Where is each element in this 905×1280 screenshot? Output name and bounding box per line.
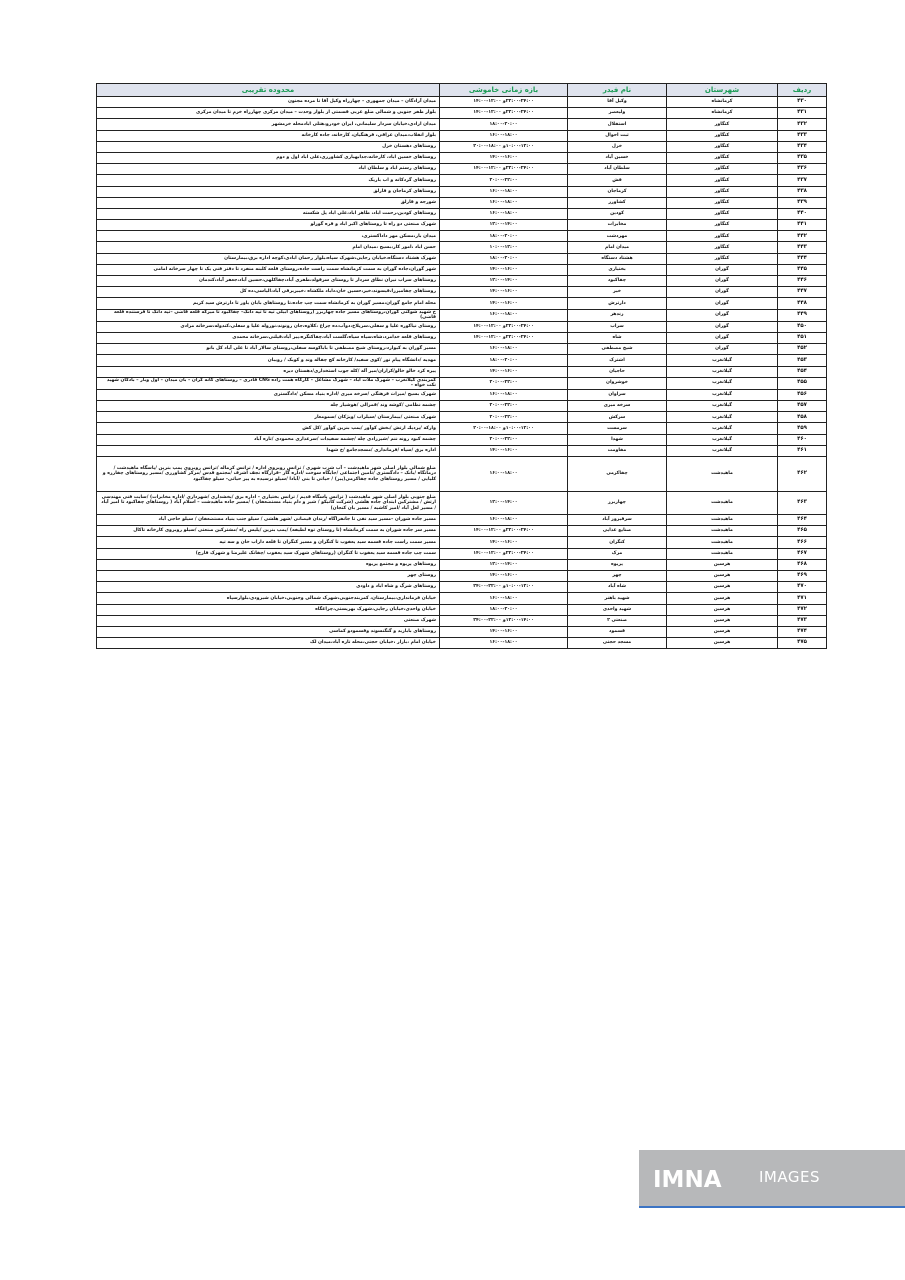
area-cell: خ شهید شوکتی گوران،روستاهای مسیر جاده چهاربرز (روستاهای ابیلی تپه تا تپه دانگ– چقاکبود تا میرکه قلعه قاضی –تپه دانگ تا فرستنده قلعه قاضی) — [97, 309, 440, 321]
feeder-cell: مقاومت — [568, 445, 667, 456]
row-number-cell: ۴۶۶ — [778, 537, 827, 548]
table-row — [97, 197, 827, 208]
time-window-cell: ۱۴:۰۰-۱۶:۰۰ — [440, 152, 568, 163]
feeder-cell: سرکش — [568, 412, 667, 423]
city-cell: ماهیدشت — [667, 492, 778, 515]
time-window-cell: ۱۰:۰۰-۱۲:۰۰ — [440, 242, 568, 253]
feeder-cell: ثبت احوال — [568, 130, 667, 141]
row-number-cell: ۴۷۳ — [778, 615, 827, 626]
feeder-cell: خسین آباد — [568, 152, 667, 163]
row-number-cell: ۴۷۰ — [778, 582, 827, 593]
area-cell: روستای نیاکوره علیا و سفلی،سرپلاخ،دوآب،ده چراغ ،کلاوه،جان رونوند،نوروله علیا و سفلی،کندوله،سرخانه مرادی — [97, 321, 440, 332]
row-number-cell: ۴۶۰ — [778, 434, 827, 445]
table-row — [97, 548, 827, 559]
city-cell: گیلانغرب — [667, 366, 778, 377]
row-number-cell: ۴۳۰ — [778, 97, 827, 108]
city-cell: گوران — [667, 321, 778, 332]
table-row — [97, 253, 827, 264]
table-row — [97, 445, 827, 456]
feeder-cell: حاجیان — [568, 366, 667, 377]
row-number-cell: ۴۶۱ — [778, 445, 827, 456]
city-cell: گیلانغرب — [667, 377, 778, 389]
table-row — [97, 108, 827, 119]
feeder-cell: هشتاد دستگاه — [568, 253, 667, 264]
city-cell: کنگاور — [667, 130, 778, 141]
row-number-cell: ۴۷۲ — [778, 604, 827, 615]
row-number-cell: ۴۵۵ — [778, 377, 827, 389]
area-cell: شهرک هشتاد دستگاه،خیابان رجایی،شهرک سپاه،بلوار رحمان ابادی،کوچه اداره برق،بیمارستان — [97, 253, 440, 264]
area-cell: ضلع شمالی بلوار اصلی شهر ماهیدشت – آب شرب شهری / ترانس روبروی اداره / ترانس کرماله /ترانس روبروی پمپ بنزین /پاسگاه ماهیدشت / درمانگاه /بانک – دادگستری /تامین اجتماعی /جایگاه سوخت /اداره گاز –قرارگاه نجف اشرف /مجتمع قدس /مرکز کشاورزی /مسیر روستاهای چقارزه و کلیایی / مسیر روستاهای جاده چقاکرمی(پیر) / حیاتی تا بنی /آبادا /سیلو نرسیده به پیر حیاتی– سیلو چقاکبود — [97, 457, 440, 492]
time-window-cell: ۱۰:۰۰-۱۲:۰۰و ۱۸:۰۰-۲۰:۰۰ — [440, 141, 568, 152]
city-cell: کنگاور — [667, 186, 778, 197]
city-cell: هرسین — [667, 615, 778, 626]
city-cell: گیلانغرب — [667, 412, 778, 423]
city-cell: گوران — [667, 298, 778, 309]
feeder-cell: قسمود — [568, 626, 667, 637]
imna-images-watermark — [639, 1150, 905, 1208]
feeder-cell: سراب — [568, 321, 667, 332]
time-window-cell: ۱۶:۰۰-۱۸:۰۰ — [440, 593, 568, 604]
time-window-cell: ۱۴:۰۰-۱۶:۰۰ — [440, 445, 568, 456]
feeder-cell: خیر — [568, 287, 667, 298]
time-window-cell: ۱۶:۰۰-۱۸:۰۰ — [440, 208, 568, 219]
row-number-cell: ۴۴۷ — [778, 287, 827, 298]
row-number-cell: ۴۶۴ — [778, 515, 827, 526]
time-window-cell: ۱۲:۰۰-۱۴:۰۰ — [440, 492, 568, 515]
table-row — [97, 355, 827, 366]
table-row — [97, 287, 827, 298]
header-area: محدوده تقریبی — [97, 84, 440, 97]
feeder-cell: چهاربرز — [568, 492, 667, 515]
feeder-cell: سرخه میری — [568, 401, 667, 412]
area-cell: شهر گوران،جاده گوران به سمت کرمانشاه سمت راست جاده،روستای قلعه کلبنه منفرد تا دفتر فنی یک تا چهار سرخانه امامی — [97, 264, 440, 275]
feeder-cell: مهردشت — [568, 231, 667, 242]
feeder-cell: شهید باهنر — [568, 593, 667, 604]
area-cell: سمت چپ جاده قسمه سید یعقوب تا کنگران (روستاهای شهرک سید یعقوب /چقانک علیرضا و شهرک فارج) — [97, 548, 440, 559]
time-window-cell: ۲۰:۰۰-۲۲:۰۰ — [440, 175, 568, 186]
area-cell: مسیر گوران به کیوارد،روستای شیخ مصطفی تا باباکوسه سفلی،روستای سالار آباد تا علی آباد کل بانو — [97, 344, 440, 355]
area-cell: میدان بار،مسکن مهر داداکستری، — [97, 231, 440, 242]
city-cell: کنگاور — [667, 197, 778, 208]
feeder-cell: چقاکرمی — [568, 457, 667, 492]
table-row — [97, 152, 827, 163]
row-number-cell: ۴۴۳ — [778, 242, 827, 253]
row-number-cell: ۴۳۳ — [778, 130, 827, 141]
area-cell: مسیر سر جاده شوران به سمت کرمانشاه (تا روستای توه لطیفه) /پمپ بنزین /پلیس راه /مشترکین صنعتی /سیلو روبروی کارخانه تاکال — [97, 526, 440, 537]
time-window-cell: ۱۴:۰۰-۱۶:۰۰ — [440, 366, 568, 377]
table-row — [97, 164, 827, 175]
time-window-cell: ۱۲:۰۰-۱۴:۰۰و ۲۲:۰۰-۲۴:۰۰ — [440, 615, 568, 626]
feeder-cell: زندهر — [568, 309, 667, 321]
time-window-cell: ۱۰:۰۰-۱۲:۰۰و ۲۲:۰۰-۲۴:۰۰ — [440, 582, 568, 593]
area-cell: روستاهای بابازید و گنگنسوند وقسمودو کماسی — [97, 626, 440, 637]
row-number-cell: ۴۵۶ — [778, 389, 827, 400]
city-cell: گیلانغرب — [667, 401, 778, 412]
area-cell: اداره برق /سپاه /فرمانداری /مسجدجامع /خ شهدا — [97, 445, 440, 456]
feeder-cell: مسجد حجتی — [568, 638, 667, 649]
city-cell: گوران — [667, 344, 778, 355]
city-cell: هرسین — [667, 582, 778, 593]
feeder-cell: بختیاری — [568, 264, 667, 275]
row-number-cell: ۴۴۴ — [778, 253, 827, 264]
city-cell: هرسین — [667, 593, 778, 604]
area-cell: شهرک صنعتی دو راه تا روستاهای اکبر اباد و قره گوزلو — [97, 220, 440, 231]
city-cell: هرسین — [667, 559, 778, 570]
city-cell: کنگاور — [667, 152, 778, 163]
time-window-cell: ۱۸:۰۰-۲۰:۰۰ — [440, 119, 568, 130]
feeder-cell: استقلال — [568, 119, 667, 130]
area-cell: بلوار انقلاب،میدان عراقی، فرهنگیان، کارخانه، جاده کارخانه — [97, 130, 440, 141]
time-window-cell: ۱۴:۰۰-۱۶:۰۰ — [440, 570, 568, 581]
feeder-cell: سراوان — [568, 389, 667, 400]
row-number-cell: ۴۵۴ — [778, 366, 827, 377]
feeder-cell: اشترک — [568, 355, 667, 366]
feeder-cell: شاه — [568, 332, 667, 343]
area-cell: بلوار ظفر جنوبی و شمالی ضلع غربی قسمتی از بلوار وحدت – میدان مرکزی چهارراه خرم تا میدان مرکزی — [97, 108, 440, 119]
time-window-cell: ۱۶:۰۰-۱۸:۰۰ — [440, 638, 568, 649]
time-window-cell: ۱۶:۰۰-۱۸:۰۰ — [440, 130, 568, 141]
time-window-cell: ۱۲:۰۰-۱۴:۰۰ — [440, 220, 568, 231]
feeder-cell: کنگران — [568, 537, 667, 548]
table-row — [97, 309, 827, 321]
table-row — [97, 130, 827, 141]
time-window-cell: ۱۸:۰۰-۲۰:۰۰ — [440, 231, 568, 242]
feeder-cell: دارترش — [568, 298, 667, 309]
feeder-cell: شهدا — [568, 434, 667, 445]
row-number-cell: ۴۳۱ — [778, 108, 827, 119]
time-window-cell: ۱۸:۰۰-۲۰:۰۰ — [440, 355, 568, 366]
area-cell: روستاهای کودین،رحمت اباد، طاهر اباد،علی اباد پل شکسته — [97, 208, 440, 219]
city-cell: کنگاور — [667, 175, 778, 186]
table-header-row — [97, 84, 827, 97]
area-cell: روستاهای قلعه خدامرد،شاه،سیاه سیاه،گلست آباد،چقاکنگره،پیر آباد،قیلنی،سرخانه محمدی — [97, 332, 440, 343]
table-row — [97, 389, 827, 400]
table-row — [97, 515, 827, 526]
city-cell: ماهیدشت — [667, 548, 778, 559]
table-row — [97, 97, 827, 108]
table-row — [97, 276, 827, 287]
row-number-cell: ۴۳۷ — [778, 175, 827, 186]
table-row — [97, 423, 827, 434]
time-window-cell: ۱۶:۰۰-۱۸:۰۰ — [440, 186, 568, 197]
city-cell: گوران — [667, 287, 778, 298]
table-row — [97, 344, 827, 355]
city-cell: گیلانغرب — [667, 355, 778, 366]
feeder-cell: سرمست — [568, 423, 667, 434]
area-cell: کمربندی گیلانغرب – شهرک ملات آباد – شهرک مشاغل – کارگاه همت زاده CNG قادری – روستاهای کانه کران – بان میدان – اول وبار – بادگان شهید نکت خواه – — [97, 377, 440, 389]
row-number-cell: ۴۴۸ — [778, 298, 827, 309]
area-cell: روستاهای پریوه و مجتمع پریوه — [97, 559, 440, 570]
area-cell: روستای چهر — [97, 570, 440, 581]
time-window-cell: ۱۸:۰۰-۲۰:۰۰ — [440, 253, 568, 264]
time-window-cell: ۱۶:۰۰-۱۸:۰۰ — [440, 309, 568, 321]
feeder-cell: خزل — [568, 141, 667, 152]
city-cell: کنگاور — [667, 164, 778, 175]
time-window-cell: ۲۲:۰۰-۲۴:۰۰و ۱۲:۰۰-۱۴:۰۰ — [440, 332, 568, 343]
city-cell: هرسین — [667, 638, 778, 649]
table-body — [97, 97, 827, 649]
row-number-cell: ۴۵۹ — [778, 423, 827, 434]
header-time: بازه زمانی خاموشی — [440, 84, 568, 97]
feeder-cell: خوشروان — [568, 377, 667, 389]
table-row — [97, 141, 827, 152]
area-cell: مسیر سمت راست جاده قسمه سید یعقوب تا کنگران و مسیر کنگران تا قلعه داراب خان و سه تپه — [97, 537, 440, 548]
row-number-cell: ۴۳۵ — [778, 152, 827, 163]
header-city: شهرستان — [667, 84, 778, 97]
table-row — [97, 626, 827, 637]
row-number-cell: ۴۴۶ — [778, 276, 827, 287]
feeder-cell: وکیل آقا — [568, 97, 667, 108]
feeder-cell: ولیعصر — [568, 108, 667, 119]
city-cell: کنگاور — [667, 220, 778, 231]
feeder-cell: فش — [568, 175, 667, 186]
city-cell: گوران — [667, 276, 778, 287]
table-row — [97, 434, 827, 445]
table-row — [97, 638, 827, 649]
city-cell: کنگاور — [667, 242, 778, 253]
city-cell: کنگاور — [667, 231, 778, 242]
row-number-cell: ۴۷۴ — [778, 626, 827, 637]
row-number-cell: ۴۳۹ — [778, 197, 827, 208]
area-cell: محله امام جامع گوران،مسیر گوران به کرمانشاه سمت چپ جاده،تا روستاهای بابان یاور تا دارترش سید کریم — [97, 298, 440, 309]
outage-table — [96, 83, 827, 649]
table-row — [97, 119, 827, 130]
table-row — [97, 615, 827, 626]
images-label: IMAGES — [759, 1168, 820, 1186]
time-window-cell: ۲۲:۰۰-۲۴:۰۰و ۱۲:۰۰-۱۴:۰۰ — [440, 526, 568, 537]
time-window-cell: ۱۴:۰۰-۱۶:۰۰ — [440, 626, 568, 637]
table-row — [97, 321, 827, 332]
table-row — [97, 559, 827, 570]
table-row — [97, 526, 827, 537]
feeder-cell: چهر — [568, 570, 667, 581]
city-cell: هرسین — [667, 570, 778, 581]
row-number-cell: ۴۵۳ — [778, 355, 827, 366]
area-cell: شهرک صنعتی — [97, 615, 440, 626]
row-number-cell: ۴۶۹ — [778, 570, 827, 581]
feeder-cell: کشاورز — [568, 197, 667, 208]
city-cell: گیلانغرب — [667, 389, 778, 400]
city-cell: گوران — [667, 332, 778, 343]
area-cell: شهرک بسیج /میراث فرهنگی /سرخه میری /اداره بنیاد مسکن /دادگستری — [97, 389, 440, 400]
area-cell: روستاهای گردکانه و اب باریک — [97, 175, 440, 186]
time-window-cell: ۱۶:۰۰-۱۸:۰۰ — [440, 197, 568, 208]
area-cell: میدان ازادی،خیابان سردار سلیمانی، ایران خودرو،هتلی ابادمحله خرمشهر — [97, 119, 440, 130]
table-row — [97, 242, 827, 253]
table-row — [97, 582, 827, 593]
feeder-cell: مخابرات — [568, 220, 667, 231]
table-row — [97, 332, 827, 343]
time-window-cell: ۲۲:۰۰-۲۴:۰۰و ۱۲:۰۰-۱۴:۰۰ — [440, 164, 568, 175]
area-cell: پیره کرد خالو خالو/کرازان/میر آله /کله جوب استخداری/دهستان دیره — [97, 366, 440, 377]
row-number-cell: ۴۶۵ — [778, 526, 827, 537]
table-row — [97, 492, 827, 515]
city-cell: ماهیدشت — [667, 457, 778, 492]
row-number-cell: ۴۵۱ — [778, 332, 827, 343]
outage-schedule-sheet — [96, 83, 826, 649]
city-cell: گیلانغرب — [667, 445, 778, 456]
table-row — [97, 401, 827, 412]
time-window-cell: ۱۶:۰۰-۱۸:۰۰ — [440, 344, 568, 355]
time-window-cell: ۱۶:۰۰-۱۸:۰۰ — [440, 389, 568, 400]
area-cell: میدان آزادگان – میدان جمهوری – چهارراه وکیل آقا تا مرده مجنون — [97, 97, 440, 108]
city-cell: ماهیدشت — [667, 526, 778, 537]
area-cell: روستاهای شرگ و شاه اباد و داودی — [97, 582, 440, 593]
time-window-cell: ۱۸:۰۰-۲۰:۰۰ — [440, 604, 568, 615]
city-cell: هرسین — [667, 604, 778, 615]
city-cell: گوران — [667, 309, 778, 321]
city-cell: کنگاور — [667, 208, 778, 219]
time-window-cell: ۱۶:۰۰-۱۸:۰۰ — [440, 515, 568, 526]
feeder-cell: سرفیروز آباد — [568, 515, 667, 526]
header-row-number: ردیف — [778, 84, 827, 97]
table-row — [97, 593, 827, 604]
city-cell: ماهیدشت — [667, 537, 778, 548]
feeder-cell: شهید واحدی — [568, 604, 667, 615]
row-number-cell: ۴۴۱ — [778, 220, 827, 231]
time-window-cell: ۲۰:۰۰-۲۲:۰۰ — [440, 412, 568, 423]
area-cell: روستاهای خسین اباد، کارخانه،جدابهیاری کشاورزی،علی اباد اول و دوم — [97, 152, 440, 163]
area-cell: مهدیه /دانشگاه پیام نور /کوی سفید/ کارخانه کچ چقاله وند و کوبک / رویبان — [97, 355, 440, 366]
imna-logo — [653, 1166, 753, 1190]
area-cell: چشمه کبود رونه ننم /شیرزادی چله /چشمه سفیدات /سرعذاری محمودی /تازه آباد — [97, 434, 440, 445]
city-cell: گیلانغرب — [667, 434, 778, 445]
city-cell: کنگاور — [667, 119, 778, 130]
feeder-cell: میدان امام — [568, 242, 667, 253]
table-row — [97, 220, 827, 231]
feeder-cell: صنایع غذایی — [568, 526, 667, 537]
time-window-cell: ۱۴:۰۰-۱۶:۰۰ — [440, 298, 568, 309]
area-cell: خیابان فرمانداری،بیمارستان، کمربندجنوبی،شهرک شمالی وجنوبی،خیابان شیرودی،بلوارسپاه — [97, 593, 440, 604]
table-row — [97, 264, 827, 275]
time-window-cell: ۲۰:۰۰-۲۲:۰۰ — [440, 377, 568, 389]
table-row — [97, 186, 827, 197]
row-number-cell: ۴۶۸ — [778, 559, 827, 570]
table-row — [97, 537, 827, 548]
city-cell: گیلانغرب — [667, 423, 778, 434]
time-window-cell: ۱۲:۰۰-۱۴:۰۰ — [440, 276, 568, 287]
row-number-cell: ۴۳۸ — [778, 186, 827, 197]
time-window-cell: ۲۰:۰۰-۲۲:۰۰ — [440, 434, 568, 445]
time-window-cell: ۲۲:۰۰-۲۴:۰۰و ۱۲:۰۰-۱۴:۰۰ — [440, 108, 568, 119]
area-cell: خیابان واحدی،خیابان رجایی،شهرک بهزیستی،چراغگاه — [97, 604, 440, 615]
area-cell: شورجه و قارلق — [97, 197, 440, 208]
table-row — [97, 298, 827, 309]
row-number-cell: ۴۳۶ — [778, 164, 827, 175]
feeder-cell: شاه آباد — [568, 582, 667, 593]
row-number-cell: ۴۴۲ — [778, 231, 827, 242]
table-row — [97, 175, 827, 186]
city-cell: هرسین — [667, 626, 778, 637]
area-cell: روستاهای کرماجان و قارلق — [97, 186, 440, 197]
table-row — [97, 231, 827, 242]
area-cell: روستاهای سراب نیران نطاق سردار تا روستای سرفولد،طفری آباد،چقاکلهی،حسین آباد،جعفر آباد،کندمان — [97, 276, 440, 287]
area-cell: ضلع جنوبی بلوار اصلی شهر ماهیدشت ( ترانس پاسگاه قدیم / ترانس بختیاری – اداره برق /بخشداری /شهرداری /اداره مخابرات) /سایت فنی مهندسی ارتش / مشترکین ابتدای جاده هلشی (شرکت کانیکو / شیر و دام بنیاد مستضعفان ) /مسیر جاده ماهیدشت – اسلام آباد ( روستاهای چقاکبود تا امیر آباد / مسیر لعل آباد /امیر کاشیه / مسیر بان کنجان) — [97, 492, 440, 515]
area-cell: چشمه نظامی /کوشه وند /قمرالی /هوشیار چله — [97, 401, 440, 412]
row-number-cell: ۴۵۰ — [778, 321, 827, 332]
time-window-cell: ۱۴:۰۰-۱۶:۰۰ — [440, 264, 568, 275]
time-window-cell: ۱۴:۰۰-۱۶:۰۰ — [440, 287, 568, 298]
time-window-cell: ۱۲:۰۰-۱۴:۰۰ — [440, 559, 568, 570]
table-row — [97, 412, 827, 423]
time-window-cell: ۲۰:۰۰-۲۲:۰۰ — [440, 401, 568, 412]
row-number-cell: ۴۴۵ — [778, 264, 827, 275]
feeder-cell: چقاکبود — [568, 276, 667, 287]
feeder-cell: سلطان آباد — [568, 164, 667, 175]
area-cell: روستاهای چقامیرزا،قیسوند،خیر،حسین خان،داباد ملکشاه ،خیبربرقی آباد،الیاسی،ده کل — [97, 287, 440, 298]
header-feeder: نام فیدر — [568, 84, 667, 97]
city-cell: کرمانشاه — [667, 97, 778, 108]
time-window-cell: ۲۲:۰۰-۲۴:۰۰و ۱۲:۰۰-۱۴:۰۰ — [440, 548, 568, 559]
row-number-cell: ۴۶۳ — [778, 492, 827, 515]
table-row — [97, 208, 827, 219]
feeder-cell: صنعتی ۲ — [568, 615, 667, 626]
table-row — [97, 604, 827, 615]
feeder-cell: شیخ مصطفی — [568, 344, 667, 355]
time-window-cell: ۲۲:۰۰-۲۴:۰۰و ۱۲:۰۰-۱۴:۰۰ — [440, 321, 568, 332]
row-number-cell: ۴۳۲ — [778, 119, 827, 130]
row-number-cell: ۴۵۷ — [778, 401, 827, 412]
row-number-cell: ۴۳۴ — [778, 141, 827, 152]
city-cell: ماهیدشت — [667, 515, 778, 526]
city-cell: گوران — [667, 264, 778, 275]
row-number-cell: ۴۷۱ — [778, 593, 827, 604]
row-number-cell: ۴۴۹ — [778, 309, 827, 321]
table-row — [97, 457, 827, 492]
row-number-cell: ۴۵۸ — [778, 412, 827, 423]
row-number-cell: ۴۵۲ — [778, 344, 827, 355]
row-number-cell: ۴۶۷ — [778, 548, 827, 559]
city-cell: کنگاور — [667, 253, 778, 264]
feeder-cell: مرک — [568, 548, 667, 559]
area-cell: مسیر جاده شوران –مسیر سید نقی تا جانفزاگاه /زندان قیصانی /شهر هلشی / سیلو جنب بنیاد مستضعفان / سیلو حاجی آباد — [97, 515, 440, 526]
feeder-cell: پریوه — [568, 559, 667, 570]
table-row — [97, 366, 827, 377]
feeder-cell: کرماجان — [568, 186, 667, 197]
time-window-cell: ۲۲:۰۰-۲۴:۰۰و ۱۲:۰۰-۱۴:۰۰ — [440, 97, 568, 108]
row-number-cell: ۴۷۵ — [778, 638, 827, 649]
svg-text:IMNA: IMNA — [653, 1167, 722, 1190]
row-number-cell: ۴۶۲ — [778, 457, 827, 492]
table-row — [97, 377, 827, 389]
area-cell: روستاهای رستم اباد و سلطان اباد — [97, 164, 440, 175]
time-window-cell: ۱۶:۰۰-۱۸:۰۰ — [440, 457, 568, 492]
area-cell: خیابان امام ،بازار ،خیابان حجتی،محله تازه آباد،میدان لک — [97, 638, 440, 649]
feeder-cell: کودین — [568, 208, 667, 219]
area-cell: حسن اباد ،امور کار،بسیج ،میدان امام — [97, 242, 440, 253]
time-window-cell: ۱۰:۰۰-۱۲:۰۰و ۱۸:۰۰-۲۰:۰۰ — [440, 423, 568, 434]
time-window-cell: ۱۴:۰۰-۱۶:۰۰ — [440, 537, 568, 548]
city-cell: کنگاور — [667, 141, 778, 152]
row-number-cell: ۴۴۰ — [778, 208, 827, 219]
area-cell: شهرک صنعتی /بیمارستان /سیلزاب /ویژکان /سمومعار — [97, 412, 440, 423]
table-row — [97, 570, 827, 581]
area-cell: واركه /پرديك ارتش /بخش کوآور /پمپ بنزین کوآور /کل کش — [97, 423, 440, 434]
city-cell: کرمانشاه — [667, 108, 778, 119]
area-cell: روستاهای دهستان خزل — [97, 141, 440, 152]
